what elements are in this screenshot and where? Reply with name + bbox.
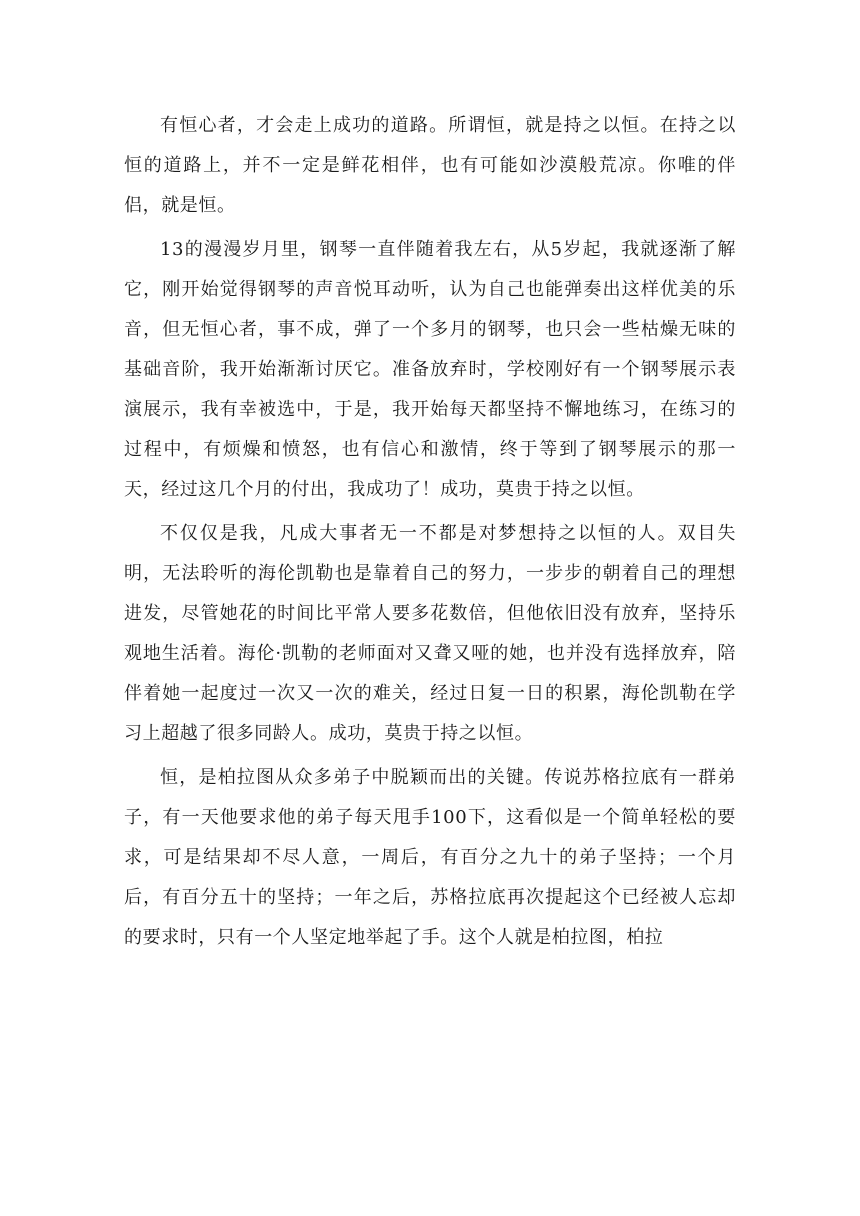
document-body	[124, 106, 736, 962]
paragraph: 13的漫漫岁月里，钢琴一直伴随着我左右，从5岁起，我就逐渐了解它，刚开始觉得钢琴的声音悦耳动听，认为自己也能弹奏出这样优美的乐音，但无恒心者，事不成，弹了一个多月的钢琴，也只会一些枯燥无味的基础音阶，我开始渐渐讨厌它。准备放弃时，学校刚好有一个钢琴展示表演展示，我有幸被选中，于是，我开始每天都坚持不懈地练习，在练习的过程中，有烦燥和愤怒，也有信心和激情，终于等到了钢琴展示的那一天，经过这几个月的付出，我成功了！成功，莫贵于持之以恒。	[124, 239, 736, 500]
paragraph: 不仅仅是我，凡成大事者无一不都是对梦想持之以恒的人。双目失明，无法聆听的海伦凯勒也是靠着自己的努力，一步步的朝着自己的理想进发，尽管她花的时间比平常人要多花数倍，但他依旧没有放弃，坚持乐观地生活着。海伦·凯勒的老师面对又聋又哑的她，也并没有选择放弃，陪伴着她一起度过一次又一次的难关，经过日复一日的积累，海伦凯勒在学习上超越了很多同龄人。成功，莫贵于持之以恒。	[124, 523, 736, 744]
paragraph: 恒，是柏拉图从众多弟子中脱颖而出的关键。传说苏格拉底有一群弟子，有一天他要求他的弟子每天甩手100下，这看似是一个简单轻松的要求，可是结果却不尽人意，一周后，有百分之九十的弟子坚持；一个月后，有百分五十的坚持；一年之后，苏格拉底再次提起这个已经被人忘却的要求时，只有一个人坚定地举起了手。这个人就是柏拉图，柏拉	[124, 767, 736, 948]
paragraph: 有恒心者，才会走上成功的道路。所谓恒，就是持之以恒。在持之以恒的道路上，并不一定是鲜花相伴，也有可能如沙漠般荒凉。你唯的伴侣，就是恒。	[124, 115, 736, 216]
